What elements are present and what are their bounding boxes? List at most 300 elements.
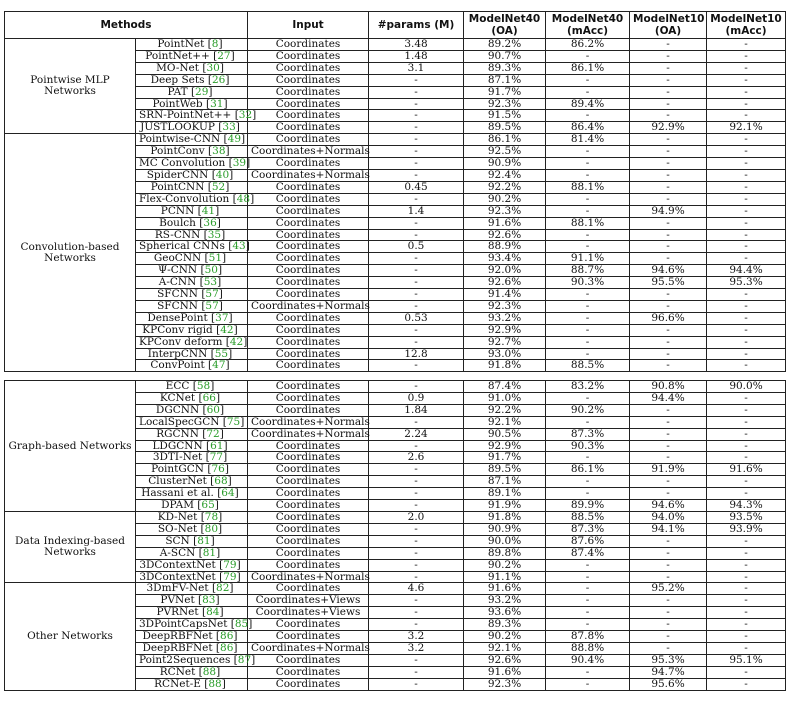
params-cell: -: [369, 229, 464, 241]
params-cell: -: [369, 360, 464, 372]
mn40-macc-cell: -: [546, 74, 630, 86]
method-cell: PointNet [8]: [136, 39, 248, 51]
params-cell: 4.6: [369, 583, 464, 595]
table-row: [5, 583, 786, 595]
citation-ref: 68: [214, 475, 228, 488]
method-cell: PAT [29]: [136, 86, 248, 98]
mn10-oa-cell: -: [630, 488, 707, 500]
citation-ref: 48: [236, 192, 251, 205]
params-cell: -: [369, 523, 464, 535]
input-cell: Coordinates: [248, 488, 369, 500]
mn40-macc-cell: -: [546, 678, 630, 690]
mn10-oa-cell: -: [630, 146, 707, 158]
citation-ref: 88: [208, 677, 222, 690]
mn40-macc-cell: 90.3%: [546, 440, 630, 452]
input-cell: Coordinates: [248, 440, 369, 452]
citation-ref: 42: [220, 323, 234, 336]
method-name: JUSTLOOKUP: [140, 121, 215, 134]
table-row: [5, 511, 786, 523]
header-label: Methods: [100, 19, 152, 31]
citation-ref: 41: [201, 204, 216, 217]
method-name: KCNet: [159, 391, 196, 404]
method-name: A-CNN: [158, 276, 197, 289]
params-cell: -: [369, 488, 464, 500]
mn40-oa-cell: 92.7%: [464, 336, 546, 348]
mn40-oa-cell: 88.9%: [464, 241, 546, 253]
params-cell: -: [369, 253, 464, 265]
mn40-oa-cell: 93.2%: [464, 312, 546, 324]
input-cell: Coordinates: [248, 98, 369, 110]
method-cell: 3DTI-Net [77]: [136, 452, 248, 464]
mn40-oa-cell: 87.1%: [464, 476, 546, 488]
input-cell: Coordinates: [248, 181, 369, 193]
mn40-oa-cell: 86.1%: [464, 134, 546, 146]
method-cell: RCNet-E [88]: [136, 678, 248, 690]
header-input: [248, 12, 369, 39]
table-row: [5, 134, 786, 146]
mn40-oa-cell: 89.1%: [464, 488, 546, 500]
mn40-oa-cell: 92.3%: [464, 98, 546, 110]
params-cell: 1.4: [369, 205, 464, 217]
mn40-macc-cell: 87.3%: [546, 523, 630, 535]
mn40-macc-cell: -: [546, 476, 630, 488]
mn40-oa-cell: 89.5%: [464, 122, 546, 134]
input-cell: Coordinates: [248, 205, 369, 217]
input-cell: Coordinates: [248, 619, 369, 631]
mn10-oa-cell: -: [630, 360, 707, 372]
mn10-oa-cell: -: [630, 324, 707, 336]
method-cell: InterpCNN [55]: [136, 348, 248, 360]
mn40-oa-cell: 91.6%: [464, 583, 546, 595]
mn40-oa-cell: 92.6%: [464, 654, 546, 666]
citation-ref: 84: [206, 606, 220, 619]
mn10-macc-cell: -: [707, 289, 786, 301]
params-cell: -: [369, 336, 464, 348]
group-label: Other Networks: [5, 583, 136, 690]
mn10-oa-cell: -: [630, 110, 707, 122]
mn40-oa-cell: 92.3%: [464, 300, 546, 312]
mn10-oa-cell: 95.6%: [630, 678, 707, 690]
method-name: Ψ-CNN: [157, 264, 198, 277]
citation-ref: 50: [204, 264, 218, 277]
input-cell: Coordinates: [248, 134, 369, 146]
mn40-macc-cell: -: [546, 619, 630, 631]
method-name: 3DmFV-Net: [146, 582, 209, 595]
params-cell: 2.6: [369, 452, 464, 464]
group-label: Graph-based Networks: [5, 381, 136, 512]
mn10-oa-cell: -: [630, 158, 707, 170]
mn10-macc-cell: -: [707, 678, 786, 690]
citation-ref: 32: [238, 109, 253, 122]
mn10-macc-cell: -: [707, 619, 786, 631]
citation-ref: 60: [206, 403, 220, 416]
mn40-macc-cell: -: [546, 666, 630, 678]
mn10-oa-cell: 96.6%: [630, 312, 707, 324]
params-cell: -: [369, 122, 464, 134]
params-cell: 0.9: [369, 392, 464, 404]
mn40-oa-cell: 92.3%: [464, 678, 546, 690]
method-name: 3DContextNet: [139, 570, 216, 583]
mn10-macc-cell: -: [707, 392, 786, 404]
mn10-macc-cell: -: [707, 607, 786, 619]
mn40-oa-cell: 89.5%: [464, 464, 546, 476]
method-name: GeoCNN: [153, 252, 202, 265]
citation-ref: 37: [215, 311, 229, 324]
citation-ref: 42: [229, 335, 244, 348]
mn10-macc-cell: 92.1%: [707, 122, 786, 134]
mn40-macc-cell: 91.1%: [546, 253, 630, 265]
mn40-oa-cell: 92.9%: [464, 440, 546, 452]
input-cell: Coordinates: [248, 547, 369, 559]
method-cell: Hassani et al. [64]: [136, 488, 248, 500]
header-sublabel: (OA): [491, 25, 518, 37]
method-name: SpiderCNN: [146, 168, 209, 181]
mn40-oa-cell: 92.6%: [464, 277, 546, 289]
mn40-macc-cell: -: [546, 300, 630, 312]
mn10-oa-cell: 91.9%: [630, 464, 707, 476]
mn40-macc-cell: -: [546, 86, 630, 98]
params-cell: -: [369, 476, 464, 488]
mn40-oa-cell: 92.1%: [464, 416, 546, 428]
method-name: PointGCN: [151, 463, 204, 476]
mn40-oa-cell: 92.6%: [464, 229, 546, 241]
params-cell: -: [369, 146, 464, 158]
method-name: Hassani et al.: [141, 487, 214, 500]
mn40-macc-cell: -: [546, 595, 630, 607]
method-name: Flex-Convolution: [139, 192, 230, 205]
mn40-oa-cell: 92.4%: [464, 169, 546, 181]
input-cell: Coordinates: [248, 336, 369, 348]
mn40-oa-cell: 93.0%: [464, 348, 546, 360]
mn40-macc-cell: 88.8%: [546, 642, 630, 654]
input-cell: Coordinates: [248, 559, 369, 571]
mn40-oa-cell: 92.2%: [464, 404, 546, 416]
params-cell: 2.0: [369, 511, 464, 523]
input-cell: Coordinates: [248, 265, 369, 277]
citation-ref: 49: [227, 133, 242, 146]
citation-ref: 58: [196, 380, 211, 392]
mn10-macc-cell: 91.6%: [707, 464, 786, 476]
mn10-macc-cell: 90.0%: [707, 381, 786, 393]
mn10-oa-cell: -: [630, 74, 707, 86]
mn10-macc-cell: 93.5%: [707, 511, 786, 523]
citation-ref: 47: [212, 359, 226, 372]
mn40-macc-cell: -: [546, 559, 630, 571]
mn10-macc-cell: -: [707, 312, 786, 324]
mn10-macc-cell: 95.1%: [707, 654, 786, 666]
mn10-oa-cell: -: [630, 535, 707, 547]
mn40-macc-cell: 88.7%: [546, 265, 630, 277]
mn40-macc-cell: 87.6%: [546, 535, 630, 547]
params-cell: -: [369, 324, 464, 336]
mn10-macc-cell: -: [707, 547, 786, 559]
mn10-macc-cell: 94.3%: [707, 500, 786, 512]
input-cell: Coordinates: [248, 583, 369, 595]
citation-ref: 76: [211, 463, 225, 476]
mn40-macc-cell: 88.1%: [546, 217, 630, 229]
method-name: Point2Sequences: [139, 653, 231, 666]
method-name: DeepRBFNet: [142, 641, 213, 654]
mn40-oa-cell: 90.7%: [464, 50, 546, 62]
mn10-oa-cell: -: [630, 217, 707, 229]
mn10-macc-cell: -: [707, 217, 786, 229]
method-cell: KPConv deform [42]: [136, 336, 248, 348]
mn10-oa-cell: -: [630, 404, 707, 416]
input-cell: Coordinates: [248, 110, 369, 122]
input-cell: Coordinates: [248, 289, 369, 301]
mn10-macc-cell: -: [707, 169, 786, 181]
citation-ref: 81: [197, 534, 211, 547]
params-cell: -: [369, 595, 464, 607]
mn10-oa-cell: -: [630, 547, 707, 559]
method-cell: MO-Net [30]: [136, 62, 248, 74]
citation-ref: 53: [203, 276, 218, 289]
citation-ref: 43: [232, 240, 246, 253]
mn40-macc-cell: -: [546, 416, 630, 428]
method-cell: SCN [81]: [136, 535, 248, 547]
method-cell: Deep Sets [26]: [136, 74, 248, 86]
mn40-macc-cell: -: [546, 158, 630, 170]
method-cell: PointWeb [31]: [136, 98, 248, 110]
mn10-oa-cell: 94.9%: [630, 205, 707, 217]
params-cell: 1.84: [369, 404, 464, 416]
mn10-macc-cell: -: [707, 360, 786, 372]
header-label: ModelNet40: [551, 13, 624, 25]
mn40-oa-cell: 91.4%: [464, 289, 546, 301]
citation-ref: 57: [205, 288, 219, 301]
mn40-macc-cell: -: [546, 146, 630, 158]
mn40-macc-cell: 86.1%: [546, 464, 630, 476]
mn40-oa-cell: 90.0%: [464, 535, 546, 547]
mn10-macc-cell: 93.9%: [707, 523, 786, 535]
mn40-macc-cell: 83.2%: [546, 381, 630, 393]
mn10-oa-cell: -: [630, 229, 707, 241]
method-name: PVRNet: [156, 606, 199, 619]
method-name: SFCNN: [157, 288, 198, 301]
mn40-macc-cell: -: [546, 607, 630, 619]
header-mn10-oa: [630, 12, 707, 39]
method-name: SO-Net: [157, 522, 198, 535]
mn40-macc-cell: 86.1%: [546, 62, 630, 74]
method-cell: 3DmFV-Net [82]: [136, 583, 248, 595]
method-cell: DeepRBFNet [86]: [136, 631, 248, 643]
mn40-macc-cell: 90.2%: [546, 404, 630, 416]
mn10-macc-cell: -: [707, 666, 786, 678]
input-cell: Coordinates: [248, 253, 369, 265]
mn40-oa-cell: 91.6%: [464, 217, 546, 229]
mn40-oa-cell: 91.0%: [464, 392, 546, 404]
mn10-macc-cell: -: [707, 205, 786, 217]
params-cell: -: [369, 619, 464, 631]
method-name: SRN-PointNet++: [139, 109, 232, 122]
mn10-oa-cell: -: [630, 571, 707, 583]
method-cell: DPAM [65]: [136, 500, 248, 512]
method-cell: DGCNN [60]: [136, 404, 248, 416]
method-cell: KD-Net [78]: [136, 511, 248, 523]
mn10-oa-cell: -: [630, 300, 707, 312]
method-cell: Pointwise-CNN [49]: [136, 134, 248, 146]
method-name: RS-CNN: [154, 228, 201, 241]
citation-ref: 36: [203, 216, 217, 229]
citation-ref: 79: [223, 558, 237, 571]
method-name: LocalSpecGCN: [139, 415, 220, 428]
input-cell: Coordinates: [248, 452, 369, 464]
method-name: DPAM: [161, 499, 194, 512]
mn10-macc-cell: -: [707, 110, 786, 122]
mn10-oa-cell: -: [630, 193, 707, 205]
method-name: RCNet: [159, 665, 196, 678]
input-cell: Coordinates+Normals: [248, 642, 369, 654]
header-mn40-oa: [464, 12, 546, 39]
input-cell: Coordinates: [248, 654, 369, 666]
params-cell: -: [369, 535, 464, 547]
params-cell: 0.5: [369, 241, 464, 253]
mn10-macc-cell: -: [707, 404, 786, 416]
mn10-oa-cell: -: [630, 440, 707, 452]
params-cell: 1.48: [369, 50, 464, 62]
input-cell: Coordinates: [248, 381, 369, 393]
mn40-macc-cell: -: [546, 193, 630, 205]
input-cell: Coordinates: [248, 62, 369, 74]
mn10-macc-cell: 94.4%: [707, 265, 786, 277]
params-cell: -: [369, 654, 464, 666]
mn40-macc-cell: -: [546, 241, 630, 253]
mn40-macc-cell: -: [546, 169, 630, 181]
citation-ref: 88: [202, 665, 217, 678]
input-cell: Coordinates+Normals: [248, 169, 369, 181]
citation-ref: 65: [201, 499, 215, 512]
method-cell: 3DContextNet [79]: [136, 571, 248, 583]
citation-ref: 35: [207, 228, 222, 241]
mn10-oa-cell: -: [630, 39, 707, 51]
mn10-oa-cell: -: [630, 253, 707, 265]
mn10-macc-cell: -: [707, 595, 786, 607]
method-name: PAT: [167, 85, 188, 98]
mn40-oa-cell: 92.0%: [464, 265, 546, 277]
mn40-macc-cell: -: [546, 336, 630, 348]
input-cell: Coordinates: [248, 229, 369, 241]
mn40-oa-cell: 91.7%: [464, 86, 546, 98]
mn40-oa-cell: 92.1%: [464, 642, 546, 654]
citation-ref: 27: [217, 49, 231, 62]
group-label: Data Indexing-based Networks: [5, 511, 136, 582]
citation-ref: 55: [214, 347, 229, 360]
mn40-oa-cell: 91.1%: [464, 571, 546, 583]
mn10-oa-cell: 94.7%: [630, 666, 707, 678]
group-label: Convolution-based Networks: [5, 134, 136, 372]
input-cell: Coordinates: [248, 464, 369, 476]
group-label: Pointwise MLP Networks: [5, 39, 136, 134]
method-cell: SFCNN [57]: [136, 300, 248, 312]
mn10-macc-cell: -: [707, 181, 786, 193]
header-mn40-macc: [546, 12, 630, 39]
mn10-oa-cell: -: [630, 416, 707, 428]
mn10-oa-cell: -: [630, 134, 707, 146]
mn40-macc-cell: -: [546, 488, 630, 500]
params-cell: -: [369, 300, 464, 312]
mn40-macc-cell: -: [546, 392, 630, 404]
input-cell: Coordinates: [248, 631, 369, 643]
mn10-oa-cell: -: [630, 98, 707, 110]
input-cell: Coordinates+Normals: [248, 416, 369, 428]
mn10-oa-cell: -: [630, 348, 707, 360]
mn40-macc-cell: 89.9%: [546, 500, 630, 512]
method-cell: SRN-PointNet++ [32]: [136, 110, 248, 122]
params-cell: 0.53: [369, 312, 464, 324]
mn10-macc-cell: -: [707, 62, 786, 74]
mn10-macc-cell: -: [707, 631, 786, 643]
mn40-macc-cell: 88.1%: [546, 181, 630, 193]
mn10-oa-cell: 90.8%: [630, 381, 707, 393]
input-cell: Coordinates: [248, 277, 369, 289]
method-cell: LDGCNN [61]: [136, 440, 248, 452]
params-cell: 3.2: [369, 631, 464, 643]
params-cell: -: [369, 607, 464, 619]
mn40-oa-cell: 92.2%: [464, 181, 546, 193]
mn40-oa-cell: 92.9%: [464, 324, 546, 336]
method-cell: MC Convolution [39]: [136, 158, 248, 170]
mn10-oa-cell: 95.5%: [630, 277, 707, 289]
method-cell: JUSTLOOKUP [33]: [136, 122, 248, 134]
method-cell: RGCNN [72]: [136, 428, 248, 440]
header-methods: [5, 12, 248, 39]
input-cell: Coordinates: [248, 404, 369, 416]
mn10-macc-cell: -: [707, 642, 786, 654]
method-cell: PointConv [38]: [136, 146, 248, 158]
citation-ref: 75: [226, 415, 241, 428]
mn10-macc-cell: -: [707, 86, 786, 98]
citation-ref: 72: [206, 427, 220, 440]
input-cell: Coordinates: [248, 500, 369, 512]
mn10-macc-cell: -: [707, 98, 786, 110]
mn40-oa-cell: 90.5%: [464, 428, 546, 440]
mn10-oa-cell: -: [630, 169, 707, 181]
method-name: KD-Net: [157, 510, 198, 523]
results-table-top: [4, 11, 786, 372]
mn40-oa-cell: 90.2%: [464, 631, 546, 643]
method-cell: Spherical CNNs [43]: [136, 241, 248, 253]
table-row: [5, 381, 786, 393]
mn40-macc-cell: 86.2%: [546, 39, 630, 51]
citation-ref: 40: [215, 168, 230, 181]
mn40-macc-cell: 86.4%: [546, 122, 630, 134]
params-cell: 3.48: [369, 39, 464, 51]
method-cell: RS-CNN [35]: [136, 229, 248, 241]
method-name: DeepRBFNet: [142, 630, 213, 643]
method-cell: Boulch [36]: [136, 217, 248, 229]
method-name: SFCNN: [157, 299, 198, 312]
mn40-oa-cell: 93.6%: [464, 607, 546, 619]
input-cell: Coordinates+Normals: [248, 300, 369, 312]
method-cell: PointGCN [76]: [136, 464, 248, 476]
mn40-oa-cell: 93.4%: [464, 253, 546, 265]
params-cell: 2.24: [369, 428, 464, 440]
params-cell: -: [369, 110, 464, 122]
mn10-oa-cell: -: [630, 86, 707, 98]
method-name: KPConv rigid: [142, 323, 213, 336]
mn40-macc-cell: -: [546, 205, 630, 217]
method-cell: DensePoint [37]: [136, 312, 248, 324]
method-cell: Ψ-CNN [50]: [136, 265, 248, 277]
mn10-macc-cell: -: [707, 300, 786, 312]
header-label: ModelNet10: [633, 13, 705, 25]
citation-ref: 79: [223, 570, 237, 583]
citation-ref: 81: [202, 546, 217, 559]
params-cell: -: [369, 86, 464, 98]
mn40-oa-cell: 92.5%: [464, 146, 546, 158]
method-name: MC Convolution: [139, 157, 226, 170]
citation-ref: 66: [202, 391, 216, 404]
